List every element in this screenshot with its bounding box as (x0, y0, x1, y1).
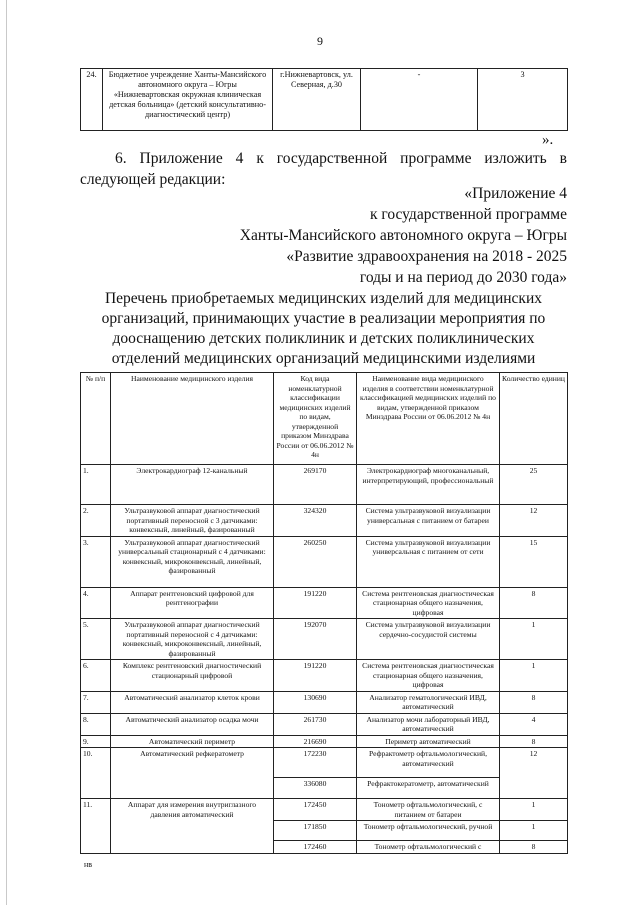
amendment-paragraph: 6. Приложение 4 к государственной программе изложить в следующей редакции: (80, 150, 567, 188)
device-kind: Тонометр офтальмологический с (357, 841, 500, 854)
device-kind: Тонометр офтальмологический, ручной (357, 821, 500, 841)
count-cell: 3 (478, 69, 568, 131)
device-code: 172450 (274, 799, 357, 821)
device-kind: Система ультразвуковой визуализации универсальная с питанием от батареи (357, 505, 500, 537)
device-code: 191220 (274, 660, 357, 692)
row-num: 10. (81, 748, 111, 799)
page-number: 9 (317, 34, 323, 48)
table-row (81, 748, 568, 778)
device-code: 191220 (274, 587, 357, 619)
row-num: 3. (81, 536, 111, 587)
institution-address: г.Нижневартовск, ул. Северная, д.30 (273, 69, 361, 131)
device-qty: 15 (500, 536, 568, 587)
device-code: 269170 (274, 465, 357, 505)
device-code: 216690 (274, 735, 357, 748)
table-header-row (81, 373, 568, 465)
device-kind: Система рентгеновская диагностическая стационарная общего назначения, цифровая (357, 660, 500, 692)
device-kind: Тонометр офтальмологический, с питанием от батареи (357, 799, 500, 821)
table-row (81, 69, 568, 131)
table-row (81, 587, 568, 619)
empty-cell: - (361, 69, 478, 131)
device-qty: 12 (500, 505, 568, 537)
quote-end: ». (542, 132, 554, 148)
device-qty: 12 (500, 748, 568, 799)
device-name: Автоматический периметр (111, 735, 274, 748)
row-num: 8. (81, 713, 111, 735)
row-num: 2. (81, 505, 111, 537)
device-qty: 8 (500, 841, 568, 854)
device-kind: Рефрактокератометр, автоматический (357, 778, 500, 799)
device-qty: 4 (500, 713, 568, 735)
table-row (81, 799, 568, 821)
table-row (81, 536, 568, 587)
device-code: 172460 (274, 841, 357, 854)
row-num: 4. (81, 587, 111, 619)
device-kind: Анализатор мочи лабораторный ИВД, автоматический (357, 713, 500, 735)
device-name: Электрокардиограф 12-канальный (111, 465, 274, 505)
device-name: Комплекс рентгеновский диагностический стационарный цифровой (111, 660, 274, 692)
device-kind: Система рентгеновская диагностическая стационарная общего назначения, цифровая (357, 587, 500, 619)
appendix-header (200, 183, 567, 288)
device-code: 260250 (274, 536, 357, 587)
table-row (81, 735, 568, 748)
table-row (81, 691, 568, 713)
row-num: 5. (81, 619, 111, 660)
header-code: Код вида номенклатурной классификации медицинских изделий по видам, утвержденной приказом Минздрава России от 06.06.2012 № 4н (274, 373, 357, 465)
device-code: 261730 (274, 713, 357, 735)
device-name: Автоматический рефкератометр (111, 748, 274, 799)
device-qty: 25 (500, 465, 568, 505)
table-row (81, 660, 568, 692)
device-qty: 1 (500, 660, 568, 692)
devices-table (80, 372, 568, 854)
device-qty: 8 (500, 691, 568, 713)
row-number: 24. (81, 69, 103, 131)
appendix-line: «Развитие здравоохранения на 2018 - 2025 (286, 248, 567, 265)
device-qty: 8 (500, 587, 568, 619)
table-row (81, 465, 568, 505)
appendix-line: годы и на период до 2030 года» (359, 269, 567, 286)
header-qty: Количество единиц (500, 373, 568, 465)
row-num: 6. (81, 660, 111, 692)
device-qty: 1 (500, 799, 568, 821)
device-kind: Периметр автоматический (357, 735, 500, 748)
row-num: 7. (81, 691, 111, 713)
appendix-line: «Приложение 4 (464, 185, 567, 202)
scan-edge-line (6, 0, 7, 905)
table-row (81, 619, 568, 660)
row-num: 11. (81, 799, 111, 854)
device-code: 130690 (274, 691, 357, 713)
top-table-fragment (80, 68, 568, 131)
appendix-line: Ханты-Мансийского автономного округа – Югры (239, 227, 567, 244)
appendix-line: к государственной программе (369, 206, 567, 223)
device-name: Аппарат для измерения внутриглазного давления автоматический (111, 799, 274, 854)
table-row (81, 505, 568, 537)
device-name: Аппарат рентгеновский цифровой для рентгенографии (111, 587, 274, 619)
device-code: 172230 (274, 748, 357, 778)
footer-initials: нв (84, 860, 93, 869)
device-code: 192070 (274, 619, 357, 660)
device-kind: Анализатор гематологический ИВД, автоматический (357, 691, 500, 713)
device-code: 336080 (274, 778, 357, 799)
device-name: Автоматический анализатор клеток крови (111, 691, 274, 713)
device-name: Ультразвуковой аппарат диагностический портативный переносной с 4 датчиками: конвексный, микроконвексный, линейный, фазированный (111, 619, 274, 660)
device-name: Автоматический анализатор осадка мочи (111, 713, 274, 735)
device-code: 324320 (274, 505, 357, 537)
device-kind: Рефрактометр офтальмологический, автоматический (357, 748, 500, 778)
device-qty: 1 (500, 619, 568, 660)
device-kind: Система ультразвуковой визуализации универсальная с питанием от сети (357, 536, 500, 587)
device-code: 171850 (274, 821, 357, 841)
header-name: Наименование медицинского изделия (111, 373, 274, 465)
device-qty: 8 (500, 735, 568, 748)
device-qty: 1 (500, 821, 568, 841)
institution-name: Бюджетное учреждение Ханты-Мансийского автономного округа – Югры «Нижневартовская окружная клиническая детская больница» (детский консультативно-диагностический центр) (103, 69, 273, 131)
row-num: 1. (81, 465, 111, 505)
header-num: № п/п (81, 373, 111, 465)
device-kind: Электрокардиограф многоканальный, интерпретирующий, профессиональный (357, 465, 500, 505)
device-name: Ультразвуковой аппарат диагностический универсальный стационарный с 4 датчиками: конвексный, микроконвексный, линейный, фазированный (111, 536, 274, 587)
list-title: Перечень приобретаемых медицинских изделий для медицинских организаций, принимающих участие в реализации мероприятия по дооснащению детских поликлиник и детских поликлинических отделений медицинских организаций медицинскими изделиями (101, 290, 546, 367)
header-kind: Наименование вида медицинского изделия в соответствии номенклатурной классификацией медицинских изделий по видам, утвержденной приказом Минздрава России от 06.06.2012 № 4н (357, 373, 500, 465)
row-num: 9. (81, 735, 111, 748)
device-name: Ультразвуковой аппарат диагностический портативный переносной с 3 датчиками: конвексный, линейный, фазированный (111, 505, 274, 537)
device-kind: Система ультразвуковой визуализации сердечно-сосудистой системы (357, 619, 500, 660)
table-row (81, 713, 568, 735)
